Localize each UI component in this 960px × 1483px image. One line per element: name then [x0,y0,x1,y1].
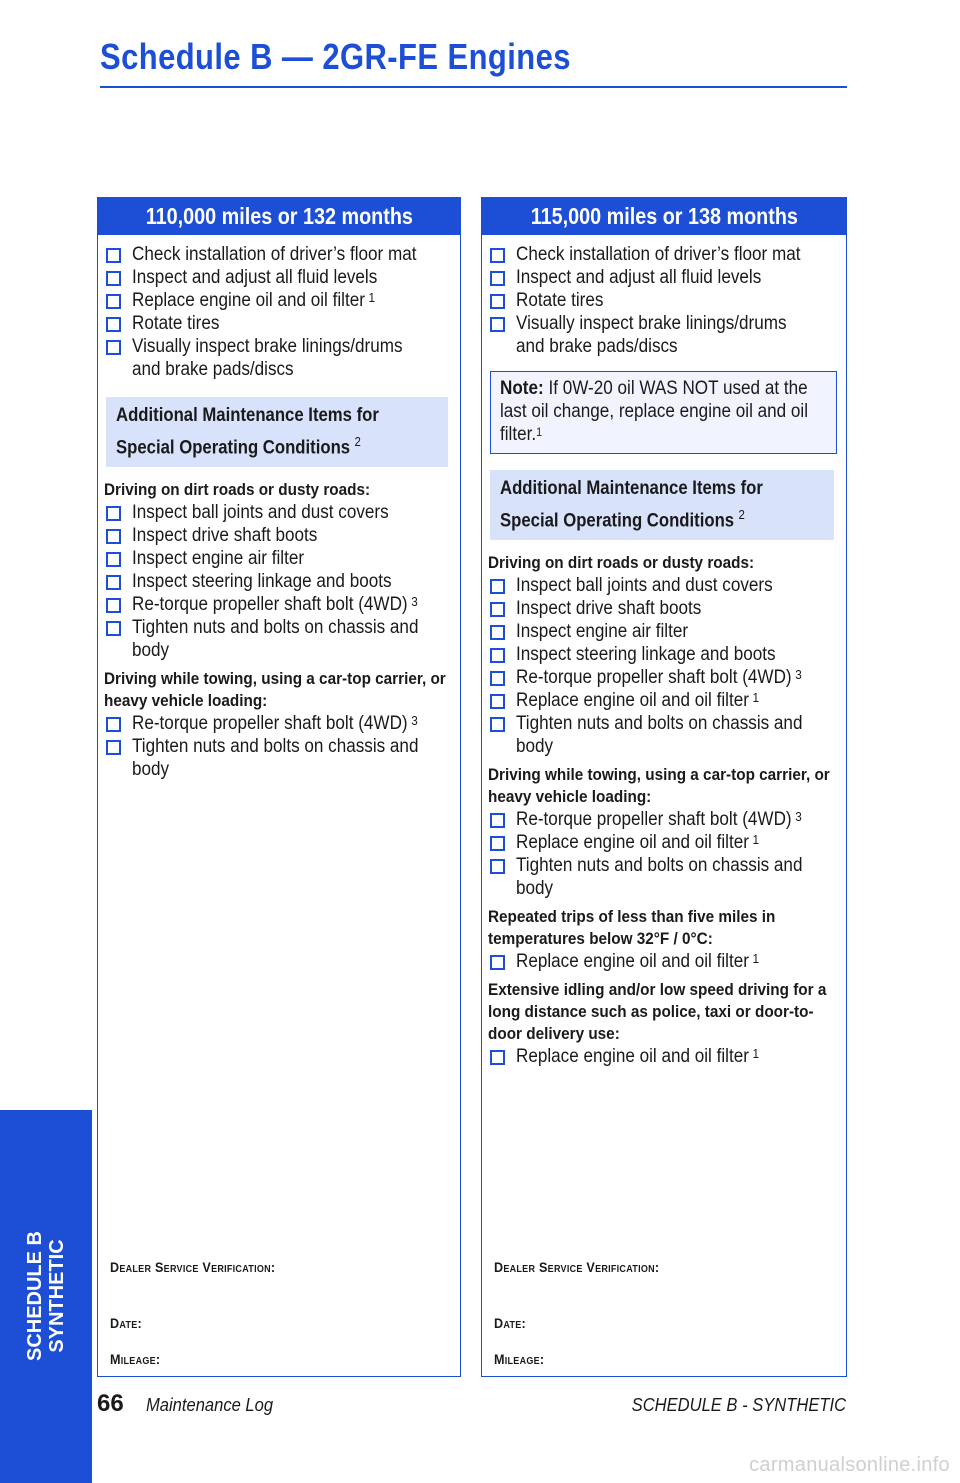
checklist-item [104,712,454,735]
note-label: Note: [500,378,544,399]
checklist-item-text: Tighten nuts and bolts on chassis and body [132,617,419,662]
checkbox[interactable] [106,506,121,521]
checklist-item [104,593,454,616]
checklist-item [488,643,840,666]
footer-section-title: Maintenance Log [146,1395,274,1415]
checklist-item [488,854,840,900]
checklist-item-text: Inspect engine air filter [516,621,689,643]
additional-maintenance-heading: Additional Maintenance Items for Special Operating Conditions $^2$ [490,470,834,540]
additional-maintenance-heading: Additional Maintenance Items for Special Operating Conditions $^2$ [106,397,448,467]
mileage-label: Mileage: [110,1351,161,1367]
checklist-item [488,808,840,831]
dealer-service-verification-label: Dealer Service Verification: [494,1259,660,1275]
checklist-item [488,312,840,358]
note-text: If 0W-20 oil WAS NOT used at the last oil change, replace engine oil and oil filter. [500,378,809,445]
checklist-item [488,620,840,643]
checklist-item [488,950,840,973]
footnote-marker: 1 [752,832,760,848]
checklist-item-text: Replace engine oil and oil filter [516,1046,749,1068]
dealer-verification [494,1258,678,1368]
checkbox[interactable] [490,813,505,828]
date-label: Date: [110,1315,142,1331]
watermark: carmanualsonline.info [749,1454,950,1476]
footer-schedule-label: SCHEDULE B - SYNTHETIC [631,1395,846,1415]
checkbox[interactable] [490,671,505,686]
checklist-item [488,289,840,312]
footnote-marker: 1 [752,690,760,706]
checkbox[interactable] [490,859,505,874]
checklist-item-text: Re-torque propeller shaft bolt (4WD) [516,809,792,831]
footnote-marker: 2 [738,507,745,522]
checkbox[interactable] [490,1050,505,1065]
checklist-item-text: Replace engine oil and oil filter [132,290,365,311]
condition-heading: Extensive idling and/or low speed driving for a long distance such as police, taxi or door-to-door delivery use: [488,980,827,1044]
checklist-item [104,335,454,381]
checklist-item-text: Tighten nuts and bolts on chassis and body [516,713,803,758]
footnote-marker: 3 [411,594,418,610]
checklist-item [488,597,840,620]
checkbox[interactable] [490,955,505,970]
checklist-item-text: Inspect steering linkage and boots [516,644,776,666]
checklist-item [104,501,454,524]
mileage-label: Mileage: [494,1351,545,1367]
checklist-item-text: Replace engine oil and oil filter [516,690,749,712]
condition-heading: Driving on dirt roads or dusty roads: [104,480,371,500]
checkbox[interactable] [490,602,505,617]
oil-note [490,371,837,454]
checklist-item [488,574,840,597]
checklist-item [104,616,454,662]
condition-heading: Driving while towing, using a car-top carrier, or heavy vehicle loading: [488,765,830,807]
checklist-item-text: Check installation of driver’s floor mat [132,244,417,265]
checkbox[interactable] [490,317,505,332]
footnote-marker: 2 [354,434,361,449]
checkbox[interactable] [106,621,121,636]
interval-header: 115,000 miles or 138 months [482,197,846,235]
checklist-item-text: Visually inspect brake linings/drums and brake pads/discs [132,336,403,380]
checklist-item-text: Replace engine oil and oil filter [516,832,749,854]
checkbox[interactable] [106,598,121,613]
checkbox[interactable] [106,294,121,309]
date-label: Date: [494,1315,526,1331]
checklist-item [104,266,454,289]
dealer-verification [110,1258,294,1368]
side-tab-label: SCHEDULE B SYNTHETIC [24,1231,68,1362]
checkbox[interactable] [490,717,505,732]
footnote-marker: 1 [536,425,543,439]
checklist-item [104,735,454,781]
checkbox[interactable] [490,694,505,709]
checklist-item-text: Replace engine oil and oil filter [516,951,749,973]
checklist-item-text: Re-torque propeller shaft bolt (4WD) [516,667,792,689]
footnote-marker: 1 [368,290,376,305]
checkbox[interactable] [106,552,121,567]
checkbox[interactable] [106,717,121,732]
checklist-item-text: Tighten nuts and bolts on chassis and body [132,736,419,781]
checkbox[interactable] [106,575,121,590]
condition-heading: Driving while towing, using a car-top carrier, or heavy vehicle loading: [104,669,446,711]
checklist-item-text: Inspect and adjust all fluid levels [132,267,378,288]
checklist-item-text: Rotate tires [516,290,604,311]
interval-body [98,235,460,781]
footnote-marker: 3 [411,713,418,729]
checklist-item [488,712,840,758]
checklist-item-text: Inspect steering linkage and boots [132,571,392,593]
checklist-item [104,312,454,335]
checklist-item-text: Rotate tires [132,313,220,334]
checkbox[interactable] [490,625,505,640]
footnote-marker: 3 [795,667,802,683]
checklist-item [104,547,454,570]
checklist-item [104,289,454,312]
footnote-marker: 1 [752,1046,760,1062]
checklist-item-text: Inspect and adjust all fluid levels [516,267,762,288]
checklist-item-text: Inspect drive shaft boots [516,598,702,620]
footnote-marker: 3 [795,809,802,825]
page-number: 66 [97,1390,124,1417]
checklist-item-text: Tighten nuts and bolts on chassis and body [516,855,803,900]
checkbox[interactable] [490,836,505,851]
interval-column-115k [481,197,847,1377]
checkbox[interactable] [490,294,505,309]
checklist-item [488,1045,840,1068]
checklist-item-text: Re-torque propeller shaft bolt (4WD) [132,594,408,616]
checklist-item-text: Visually inspect brake linings/drums and brake pads/discs [516,313,787,357]
checklist-item [104,570,454,593]
checkbox[interactable] [106,740,121,755]
checkbox[interactable] [106,271,121,286]
condition-heading: Repeated trips of less than five miles in temperatures below 32°F / 0°C: [488,907,776,949]
checklist-item-text: Inspect ball joints and dust covers [516,575,773,597]
checklist-item-text: Check installation of driver’s floor mat [516,244,801,265]
checkbox[interactable] [106,248,121,263]
checklist-item [488,831,840,854]
checkbox[interactable] [490,248,505,263]
condition-heading: Driving on dirt roads or dusty roads: [488,553,755,573]
interval-header: 110,000 miles or 132 months [98,197,460,235]
checklist-item [488,689,840,712]
checkbox[interactable] [106,317,121,332]
footnote-marker: 1 [752,951,760,967]
checklist-item-text: Re-torque propeller shaft bolt (4WD) [132,713,408,735]
checklist-item [488,243,840,266]
checkbox[interactable] [106,529,121,544]
title-divider [100,86,847,88]
checklist-item [488,666,840,689]
checklist-item [488,266,840,289]
checkbox[interactable] [490,579,505,594]
checkbox[interactable] [490,271,505,286]
dealer-service-verification-label: Dealer Service Verification: [110,1259,276,1275]
checklist-item [104,524,454,547]
interval-body [482,235,846,1068]
checkbox[interactable] [490,648,505,663]
interval-column-110k [97,197,461,1377]
checklist-item-text: Inspect drive shaft boots [132,525,318,547]
checkbox[interactable] [106,340,121,355]
checklist-item-text: Inspect engine air filter [132,548,305,570]
page-title: Schedule B — 2GR-FE Engines [100,36,571,77]
checklist-item-text: Inspect ball joints and dust covers [132,502,389,524]
checklist-item [104,243,454,266]
